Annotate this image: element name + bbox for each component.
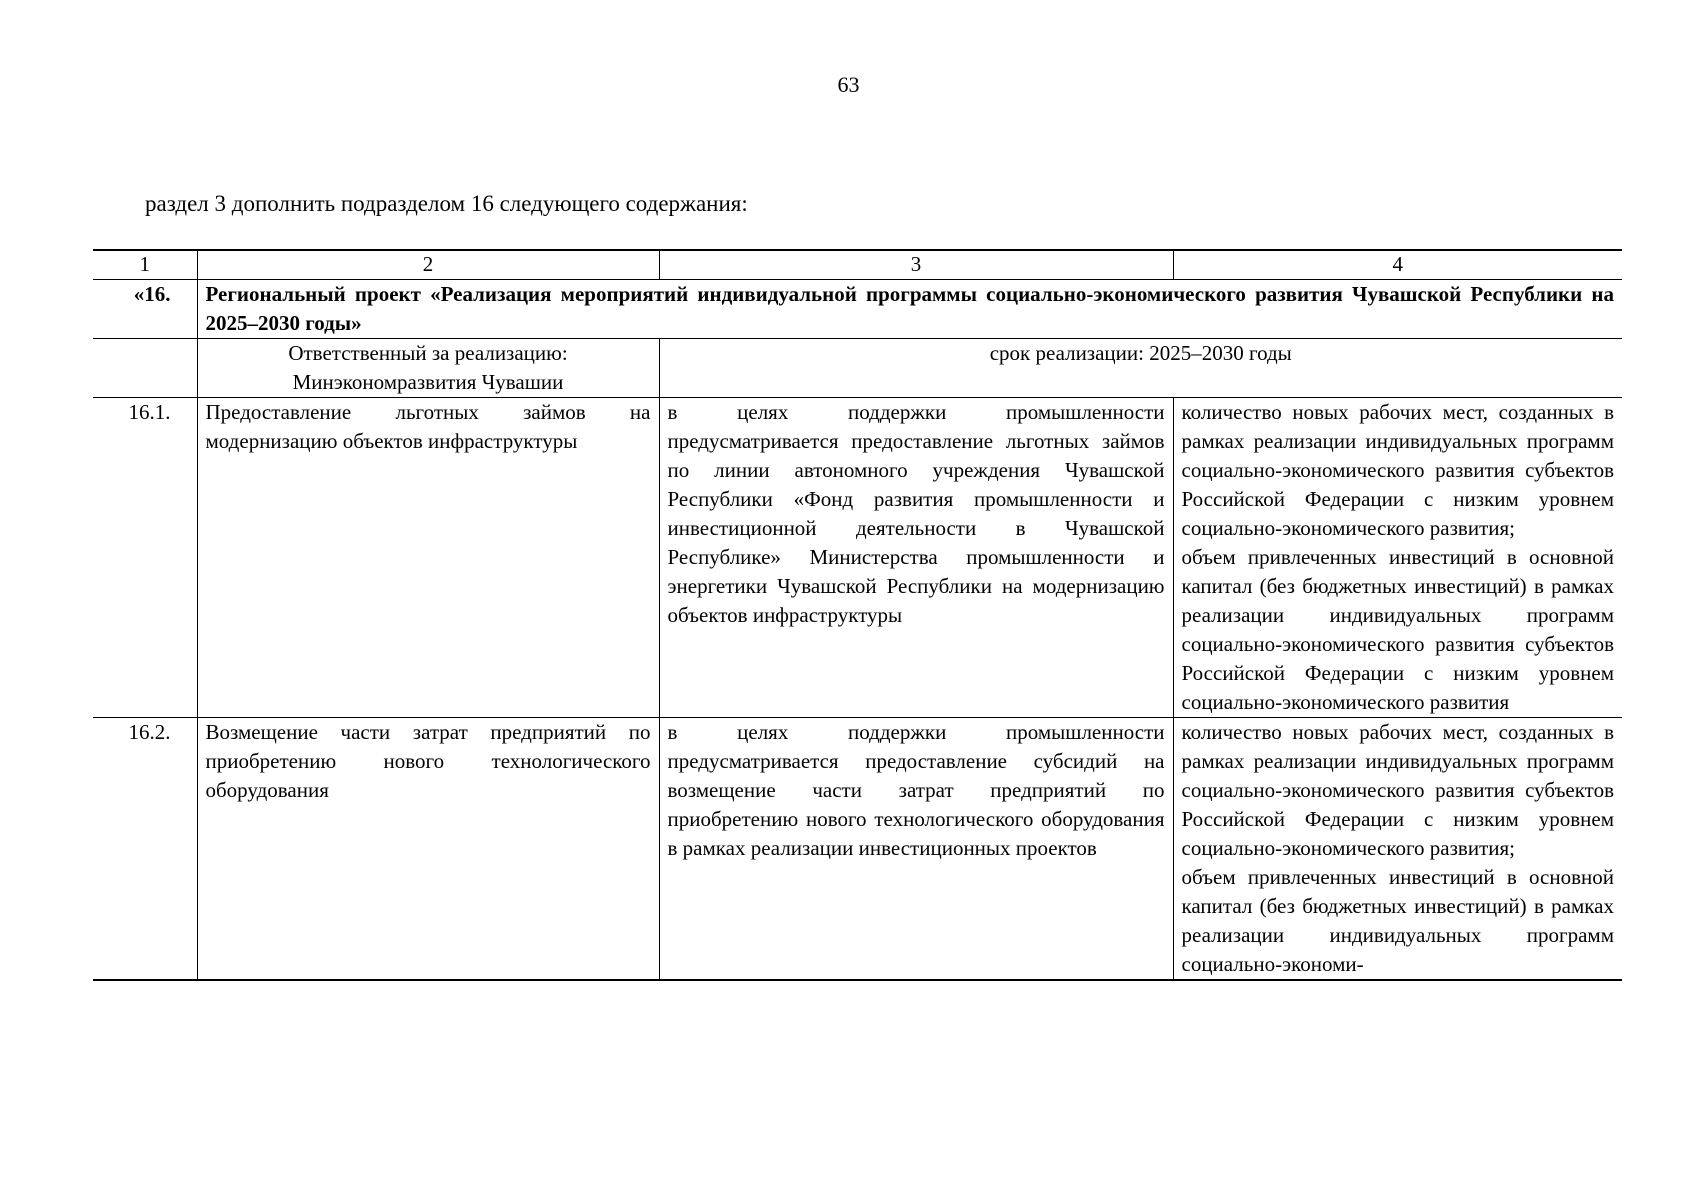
section-meta-row bbox=[93, 338, 1622, 397]
column-number-cell: 1 bbox=[93, 250, 197, 279]
indicator-text: количество новых рабочих мест, созданных в рамках реализации индивидуальных программ социально-экономического развития субъектов Российской Федерации с низким уровнем социально-экономического развития; bbox=[1181, 719, 1614, 860]
section-title: Региональный проект «Реализация мероприятий индивидуальной программы социально-экономического развития Чувашской Республики на 2025–2030 годы» bbox=[197, 279, 1622, 338]
empty-cell bbox=[93, 338, 197, 397]
section-number: «16. bbox=[93, 279, 197, 338]
measure-indicators bbox=[1173, 717, 1622, 980]
section-responsible: Ответственный за реализацию: Минэкономразвития Чувашии bbox=[197, 338, 659, 397]
measure-description: в целях поддержки промышленности предусматривается предоставление субсидий на возмещение части затрат предприятий по приобретению нового технологического оборудования в рамках реализации инвестиционных проектов bbox=[659, 717, 1173, 980]
indicator-text: объем привлеченных инвестиций в основной капитал (без бюджетных инвестиций) в рамках реализации индивидуальных программ социально-экономи- bbox=[1181, 864, 1614, 976]
column-number-row bbox=[93, 250, 1622, 279]
section-title-row bbox=[93, 279, 1622, 338]
page-number: 63 bbox=[837, 72, 860, 97]
indicator-text: объем привлеченных инвестиций в основной капитал (без бюджетных инвестиций) в рамках реализации индивидуальных программ социально-экономического развития субъектов Российской Федерации с низким уровнем социально-экономического развития bbox=[1181, 544, 1614, 714]
table-row bbox=[93, 397, 1622, 717]
measure-indicators bbox=[1173, 397, 1622, 717]
measure-name: Возмещение части затрат предприятий по приобретению нового технологического оборудования bbox=[197, 717, 659, 980]
column-number-cell: 2 bbox=[197, 250, 659, 279]
row-number: 16.2. bbox=[93, 717, 197, 980]
table-row bbox=[93, 717, 1622, 980]
measure-name: Предоставление льготных займов на модернизацию объектов инфраструктуры bbox=[197, 397, 659, 717]
column-number-cell: 4 bbox=[1173, 250, 1622, 279]
program-table bbox=[93, 249, 1622, 981]
row-number: 16.1. bbox=[93, 397, 197, 717]
intro-text: раздел 3 дополнить подразделом 16 следующего содержания: bbox=[145, 191, 748, 216]
section-term: срок реализации: 2025–2030 годы bbox=[659, 338, 1622, 397]
indicator-text: количество новых рабочих мест, созданных в рамках реализации индивидуальных программ социально-экономического развития субъектов Российской Федерации с низким уровнем социально-экономического развития; bbox=[1181, 399, 1614, 540]
measure-description: в целях поддержки промышленности предусматривается предоставление льготных займов по линии автономного учреждения Чувашской Республики «Фонд развития промышленности и инвестиционной деятельности в Чувашской Республике» Министерства промышленности и энергетики Чувашской Республики на модернизацию объектов инфраструктуры bbox=[659, 397, 1173, 717]
column-number-cell: 3 bbox=[659, 250, 1173, 279]
